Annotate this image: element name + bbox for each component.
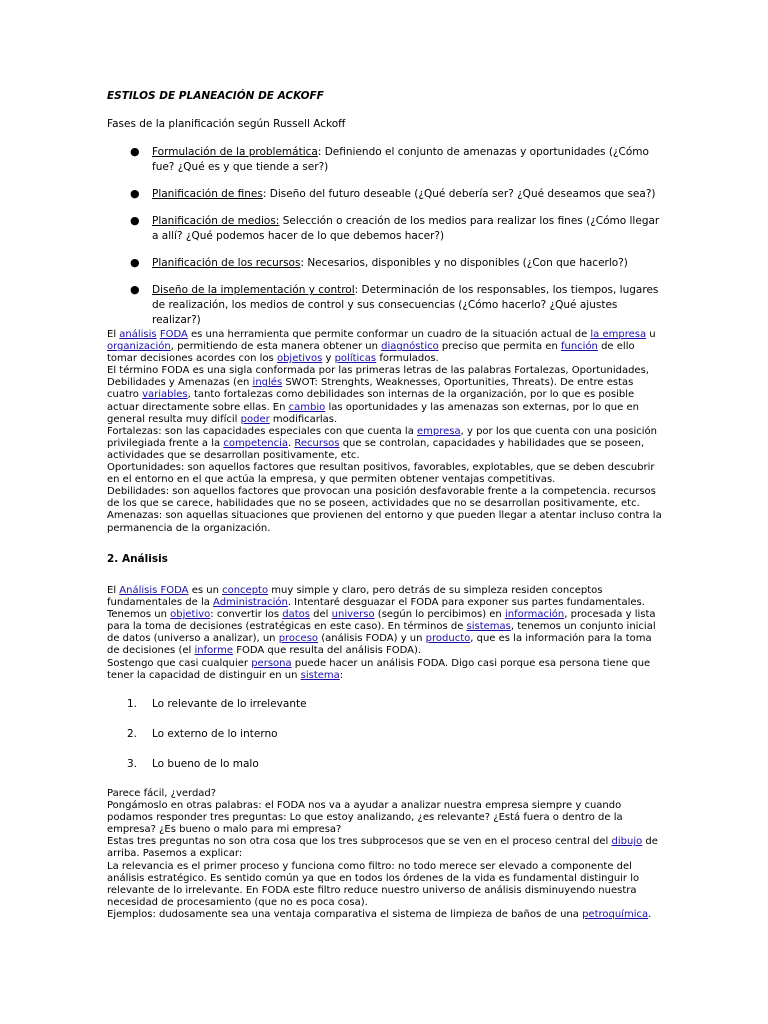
text-run: , procesada y lista para la toma de decisiones (estratégicas en este caso). En términos de: [107, 609, 656, 633]
inline-link[interactable]: Administración: [213, 597, 288, 609]
inline-link[interactable]: competencia: [223, 437, 289, 449]
text-run: : convertir los: [210, 609, 283, 621]
foda-intro-paragraph: [107, 329, 662, 535]
text-run: La relevancia es el primer proceso y funciona como filtro: no todo merece ser elevado a componente del análisis estratégico. Es sentido común ya que en todos los órdenes de la vida es fundamental distinguir lo relevante de lo irrelevante. En FODA este filtro reduce nuestro universo de análisis disminuyendo nuestra necesidad de procesamiento (que no es poca cosa).: [107, 860, 640, 908]
inline-link[interactable]: función: [560, 341, 598, 353]
inline-link[interactable]: producto: [425, 633, 471, 645]
inline-link[interactable]: información: [504, 609, 565, 621]
bullet-icon: ●: [130, 214, 140, 227]
text-run: Ejemplos: dudosamente sea una ventaja comparativa el sistema de limpieza de baños de una: [107, 908, 583, 920]
list-item: [130, 283, 662, 328]
text-run: es una herramienta que permite conformar un cuadro de la situación actual de: [187, 329, 591, 340]
text-run: (según lo percibimos) en: [374, 609, 505, 621]
text-run: El: [107, 329, 120, 340]
text-run: . Intentaré desguazar el FODA para exponer sus partes fundamentales.: [287, 597, 645, 609]
text-run: Debilidades: son aquellos factores que provocan una posición desfavorable frente a la competencia. recursos de los que se carece, habilidades que no se poseen, actividades que no se desarrollan positivamente, etc.: [107, 486, 656, 510]
phase-text: : Necesarios, disponibles y no disponibles (¿Con que hacerlo?): [300, 257, 628, 269]
text-run: Fortalezas: son las capacidades especiales con que cuenta la: [107, 425, 417, 437]
text-run: Oportunidades: son aquellos factores que resultan positivos, favorables, explotables, que se deben descubrir en el entorno en el que actúa la empresa, y que permiten obtener ventajas competitivas.: [107, 462, 655, 486]
list-item: [130, 214, 662, 244]
inline-link[interactable]: Recursos: [294, 437, 340, 449]
list-item: [130, 187, 662, 202]
phase-term: Planificación de medios:: [152, 215, 280, 227]
text-run: de ello tomar decisiones acordes con los: [107, 341, 635, 365]
bullet-icon: ●: [130, 145, 140, 158]
text-run: (análisis FODA) y un: [318, 633, 426, 645]
text-run: Amenazas: son aquellas situaciones que provienen del entorno y que pueden llegar a atentar incluso contra la permanencia de la organización.: [107, 510, 662, 534]
text-run: modificarlas.: [269, 413, 338, 425]
text-run: , y por los que cuenta con una posición privilegiada frente a la: [107, 425, 657, 449]
inline-link[interactable]: informe: [194, 645, 234, 657]
list-item: [130, 145, 662, 175]
inline-link[interactable]: persona: [251, 657, 292, 669]
text-run: es un: [188, 585, 223, 596]
text-run: de arriba. Pasemos a explicar:: [107, 836, 658, 860]
text-run: :: [339, 669, 344, 681]
phase-text: Selección o creación de los medios para realizar los fines (¿Cómo llegar a allí? ¿Qué podemos hacer de lo que debemos hacer?): [152, 215, 660, 242]
inline-link[interactable]: datos: [282, 609, 310, 621]
phase-term: Diseño de la implementación y control: [152, 284, 355, 296]
inline-link[interactable]: políticas: [334, 353, 377, 365]
inline-link[interactable]: concepto: [222, 585, 269, 596]
bullet-icon: ●: [130, 283, 140, 296]
inline-link[interactable]: proceso: [278, 633, 319, 645]
list-number: 1.: [127, 698, 138, 710]
text-run: , permitiendo de esta manera obtener un: [170, 341, 382, 353]
document-subtitle: Fases de la planificación según Russell Ackoff: [107, 118, 346, 130]
list-text: Lo bueno de lo malo: [152, 758, 259, 770]
section-heading: 2. Análisis: [107, 553, 168, 565]
phase-term: Planificación de fines: [152, 188, 263, 200]
text-run: formulados.: [376, 353, 439, 365]
text-run: .: [648, 908, 652, 920]
inline-link[interactable]: petroquímica: [582, 908, 649, 920]
text-run: .: [288, 437, 295, 449]
inline-link[interactable]: objetivo: [170, 609, 211, 621]
inline-link[interactable]: Análisis FODA: [119, 585, 189, 596]
text-run: Estas tres preguntas no son otra cosa que los tres subprocesos que se ven en el proceso central del: [107, 836, 612, 848]
text-run: El término FODA es una sigla conformada por las primeras letras de las palabras Fortalezas, Oportunidades, Debilidades y Amenazas (en: [107, 365, 649, 389]
text-run: Pongámoslo en otras palabras: el FODA nos va a ayudar a analizar nuestra empresa siempre y cuando podamos responder tres preguntas: Lo que estoy analizando, ¿es relevante? ¿Está fuera o dentro de la empresa? ¿Es bueno o malo para mi empresa?: [107, 800, 623, 836]
text-run: preciso que permita en: [438, 341, 561, 353]
inline-link[interactable]: dibujo: [611, 836, 643, 848]
text-run: del: [310, 609, 332, 621]
text-run: SWOT: Strenghts, Weaknesses, Oportunities, Threats). De entre estas cuatro: [107, 377, 634, 401]
inline-link[interactable]: la empresa: [590, 329, 647, 340]
list-item: [130, 256, 662, 271]
text-run: El: [107, 585, 120, 596]
inline-link[interactable]: empresa: [417, 425, 461, 437]
list-number: 3.: [127, 758, 138, 770]
inline-link[interactable]: variables: [142, 389, 188, 401]
text-run: puede hacer un análisis FODA. Digo casi porque esa persona tiene que tener la capacidad de distinguir en un: [107, 657, 651, 681]
phase-term: Planificación de los recursos: [152, 257, 301, 269]
text-run: Sostengo que casi cualquier: [107, 657, 252, 669]
inline-link[interactable]: sistemas: [466, 621, 511, 633]
inline-link[interactable]: universo: [331, 609, 375, 621]
text-run: y: [322, 353, 335, 365]
inline-link[interactable]: inglés: [252, 377, 283, 389]
list-number: 2.: [127, 728, 138, 740]
inline-link[interactable]: diagnóstico: [381, 341, 439, 353]
text-run: , que es la información para la toma de decisiones (el: [107, 633, 652, 657]
text-run: que se controlan, capacidades y habilidades que se poseen, actividades que se desarrollan positivamente, etc.: [107, 437, 645, 461]
phase-text: : Determinación de los responsables, los tiempos, lugares de realización, los medios de control y sus consecuencias (¿Cómo hacerlo? ¿Qué ajustes realizar?): [152, 284, 659, 326]
text-run: las oportunidades y las amenazas son externas, por lo que en general resulta muy difícil: [107, 401, 639, 425]
inline-link[interactable]: cambio: [288, 401, 326, 413]
text-run: FODA que resulta del análisis FODA).: [233, 645, 422, 657]
bullet-icon: ●: [130, 256, 140, 269]
phase-text: : Definiendo el conjunto de amenazas y oportunidades (¿Cómo fue? ¿Qué es y que tiende a ser?): [152, 146, 649, 173]
inline-link[interactable]: organización: [107, 341, 171, 353]
list-text: Lo relevante de lo irrelevante: [152, 698, 307, 710]
explanation-paragraph: [107, 788, 662, 921]
inline-link[interactable]: poder: [240, 413, 270, 425]
inline-link[interactable]: sistema: [300, 669, 340, 681]
list-text: Lo externo de lo interno: [152, 728, 278, 740]
inline-link[interactable]: objetivos: [276, 353, 323, 365]
document-title: ESTILOS DE PLANEACIÓN DE ACKOFF: [107, 90, 324, 102]
inline-link[interactable]: análisis: [119, 329, 157, 340]
text-run: Tenemos un: [107, 609, 171, 621]
phase-term: Formulación de la problemática: [152, 146, 318, 158]
bullet-icon: ●: [130, 187, 140, 200]
text-run: Parece fácil, ¿verdad?: [107, 788, 217, 799]
text-run: , tanto fortalezas como debilidades son internas de la organización, por lo que es posible actuar directamente sobre ellas. En: [107, 389, 635, 413]
text-run: muy simple y claro, pero detrás de su simpleza residen conceptos fundamentales de la: [107, 585, 603, 609]
text-run: , tenemos un conjunto inicial de datos (universo a analizar), un: [107, 621, 656, 645]
phase-text: : Diseño del futuro deseable (¿Qué debería ser? ¿Qué deseamos que sea?): [262, 188, 656, 200]
text-run: u: [646, 329, 656, 340]
analysis-paragraph: [107, 585, 662, 682]
inline-link[interactable]: FODA: [159, 329, 188, 340]
